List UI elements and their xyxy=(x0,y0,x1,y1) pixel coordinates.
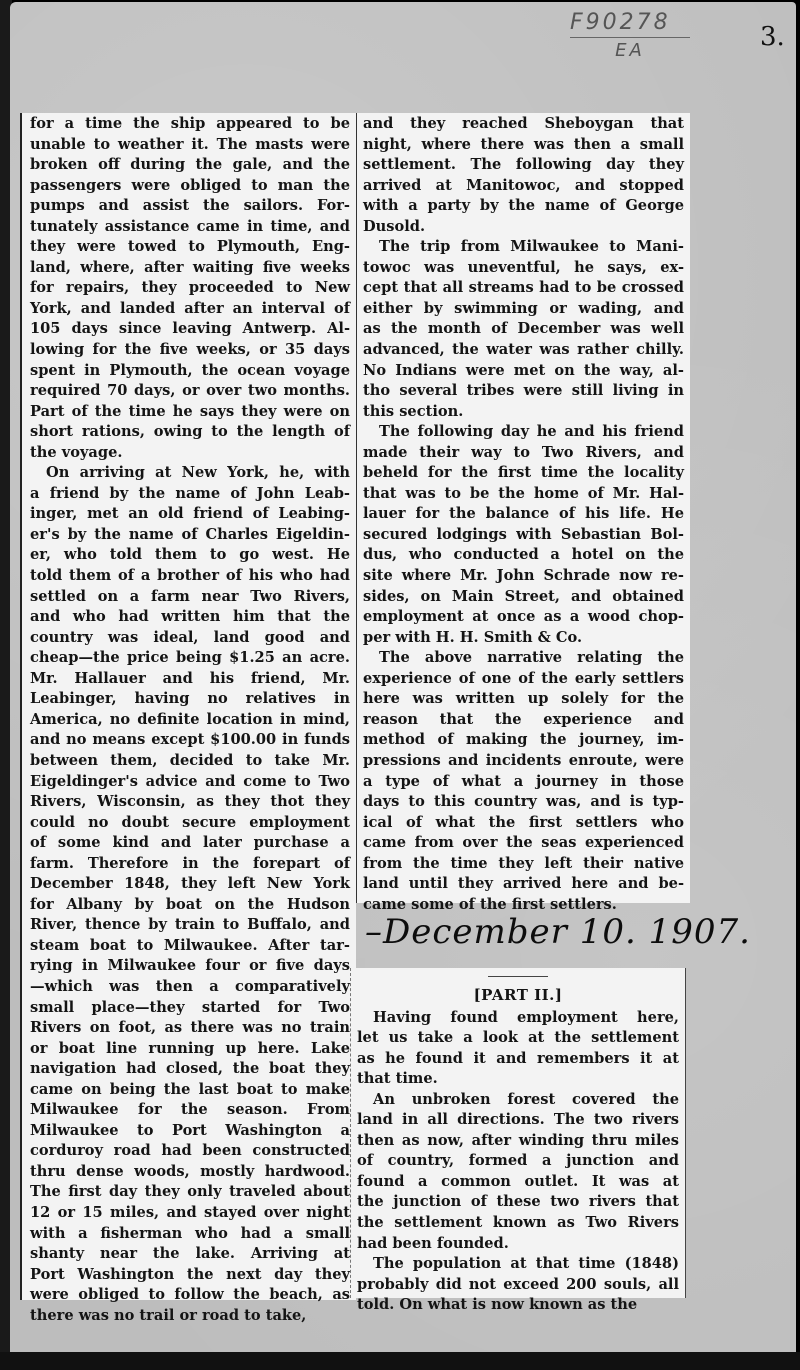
text-line: December 1848, they left New York xyxy=(30,875,350,893)
text-line: Milwaukee for the season. From xyxy=(30,1101,350,1119)
text-line: the junction of these two rivers that xyxy=(357,1193,679,1211)
text-line: The following day he and his friend xyxy=(379,423,684,441)
text-line: broken off during the gale, and the xyxy=(30,156,350,174)
text-line: either by swimming or wading, and xyxy=(363,299,684,317)
text-line: York, and landed after an interval of xyxy=(30,299,350,317)
text-line: a type of what a journey in those xyxy=(363,772,684,790)
text-line: tho several tribes were still living in xyxy=(363,382,684,400)
text-line: Mr. Hallauer and his friend, Mr. xyxy=(30,669,350,687)
text-line: employment at once as a wood chop- xyxy=(363,608,684,626)
paragraph xyxy=(363,422,684,648)
text-line: with a party by the name of George xyxy=(363,197,684,215)
text-line: navigation had closed, the boat they xyxy=(30,1060,350,1078)
paragraph xyxy=(357,1090,679,1254)
text-line: shanty near the lake. Arriving at xyxy=(30,1245,350,1263)
text-line: were obliged to follow the beach, as xyxy=(30,1286,350,1304)
text-line: thru dense woods, mostly hardwood. xyxy=(30,1162,350,1180)
text-line: passengers were obliged to man the xyxy=(30,176,350,194)
text-line: experience of one of the early settlers xyxy=(363,669,684,687)
text-line: and no means except $100.00 in funds xyxy=(30,731,350,749)
text-line: could no doubt secure employment xyxy=(30,813,350,831)
text-line: between them, decided to take Mr. xyxy=(30,751,350,769)
text-line: as the month of December was well xyxy=(363,320,684,338)
text-line: unable to weather it. The masts were xyxy=(30,135,350,153)
text-line: ical of what the first settlers who xyxy=(363,813,684,831)
text-line: land, where, after waiting five weeks xyxy=(30,258,350,276)
text-line: probably did not exceed 200 souls, all xyxy=(357,1275,679,1293)
text-line: or boat line running up here. Lake xyxy=(30,1039,350,1057)
clipping-right-column-top xyxy=(356,113,690,913)
paragraph xyxy=(363,237,684,422)
text-line: country was ideal, land good and xyxy=(30,628,350,646)
text-line: that time. xyxy=(357,1070,438,1088)
text-line: arrived at Manitowoc, and stopped xyxy=(363,176,684,194)
catalog-number: F90278 xyxy=(570,10,690,38)
text-line: pressions and incidents enroute, were xyxy=(363,751,684,769)
text-line: An unbroken forest covered the xyxy=(373,1090,679,1108)
text-line: inger, met an old friend of Leabing- xyxy=(30,505,350,523)
paragraph xyxy=(357,1008,679,1090)
text-line: told. On what is now known as the xyxy=(357,1296,638,1314)
text-line: The population at that time (1848) xyxy=(373,1255,679,1273)
text-line: sides, on Main Street, and obtained xyxy=(363,587,684,605)
section-heading: [PART II.] xyxy=(473,986,563,1004)
text-line: they were towed to Plymouth, Eng- xyxy=(30,238,350,256)
text-line: made their way to Two Rivers, and xyxy=(363,443,684,461)
text-line: River, thence by train to Buffalo, and xyxy=(30,916,350,934)
text-line: spent in Plymouth, the ocean voyage xyxy=(30,361,350,379)
text-line: for Albany by boat on the Hudson xyxy=(30,895,350,913)
paragraph xyxy=(30,114,350,463)
text-line: er's by the name of Charles Eigeldin- xyxy=(30,525,350,543)
paragraph xyxy=(363,114,684,237)
text-line: settlement. The following day they xyxy=(363,156,684,174)
text-line: came from over the seas experienced xyxy=(363,834,684,852)
text-line: and they reached Sheboygan that xyxy=(363,115,684,132)
text-line: 12 or 15 miles, and stayed over night xyxy=(30,1203,350,1221)
text-line: rying in Milwaukee four or five days xyxy=(30,957,350,975)
text-line: Having found employment here, xyxy=(373,1008,679,1026)
text-line: there was no trail or road to take, xyxy=(30,1306,307,1324)
text-line: came on being the last boat to make xyxy=(30,1080,350,1098)
text-line: for a time the ship appeared to be xyxy=(30,115,350,132)
handwritten-date: –December 10. 1907. xyxy=(365,912,751,952)
text-line: Rivers, Wisconsin, as they thot they xyxy=(30,793,350,811)
catalog-initials: EA xyxy=(615,40,645,61)
text-line: site where Mr. John Schrade now re- xyxy=(363,567,684,585)
text-line: from the time they left their native xyxy=(363,854,684,872)
text-line: required 70 days, or over two months. xyxy=(30,382,350,400)
text-line: Milwaukee to Port Washington a xyxy=(30,1121,350,1139)
page-number: 3. xyxy=(760,22,785,52)
text-line: America, no definite location in mind, xyxy=(30,710,350,728)
text-line: a friend by the name of John Leab- xyxy=(30,484,350,502)
text-line: Eigeldinger's advice and come to Two xyxy=(30,772,350,790)
text-line: Port Washington the next day they xyxy=(30,1265,350,1283)
text-line: this section. xyxy=(363,402,464,420)
text-line: Leabinger, having no relatives in xyxy=(30,690,350,708)
text-line: beheld for the first time the locality xyxy=(363,464,684,482)
text-line: reason that the experience and xyxy=(363,710,684,728)
text-line: short rations, owing to the length of xyxy=(30,423,350,441)
text-line: The trip from Milwaukee to Mani- xyxy=(379,238,684,256)
text-line: steam boat to Milwaukee. After tar- xyxy=(30,936,350,954)
text-line: let us take a look at the settlement xyxy=(357,1029,679,1047)
text-line: as he found it and remembers it at xyxy=(357,1049,679,1067)
text-line: the settlement known as Two Rivers xyxy=(357,1214,679,1232)
text-line: No Indians were met on the way, al- xyxy=(363,361,684,379)
text-line: that was to be the home of Mr. Hal- xyxy=(363,484,684,502)
text-line: small place—they started for Two xyxy=(30,998,350,1016)
text-line: —which was then a comparatively xyxy=(30,977,350,995)
text-line: told them of a brother of his who had xyxy=(30,567,350,585)
text-line: advanced, the water was rather chilly. xyxy=(363,341,684,359)
text-line: came some of the first settlers. xyxy=(363,895,617,913)
section-divider xyxy=(488,976,548,977)
text-line: The above narrative relating the xyxy=(379,649,684,667)
text-line: per with H. H. Smith & Co. xyxy=(363,628,583,646)
text-line: had been founded. xyxy=(357,1234,509,1252)
text-line: here was written up solely for the xyxy=(363,690,684,708)
text-line: land until they arrived here and be- xyxy=(363,875,684,893)
text-line: the voyage. xyxy=(30,443,123,461)
text-line: land in all directions. The two rivers xyxy=(357,1111,679,1129)
text-line: tunately assistance came in time, and xyxy=(30,217,350,235)
text-line: night, where there was then a small xyxy=(363,135,684,153)
text-line: days to this country was, and is typ- xyxy=(363,793,684,811)
text-line: Part of the time he says they were on xyxy=(30,402,350,420)
text-line: of some kind and later purchase a xyxy=(30,834,350,852)
text-line: dus, who conducted a hotel on the xyxy=(363,546,684,564)
text-line: secured lodgings with Sebastian Bol- xyxy=(363,525,684,543)
text-line: for repairs, they proceeded to New xyxy=(30,279,350,297)
text-line: Dusold. xyxy=(363,217,426,235)
paragraph xyxy=(357,1254,679,1316)
text-line: pumps and assist the sailors. For- xyxy=(30,197,350,215)
text-line: cept that all streams had to be crossed xyxy=(363,279,684,297)
text-line: lauer for the balance of his life. He xyxy=(363,505,684,523)
text-line: found a common outlet. It was at xyxy=(357,1172,679,1190)
text-line: Rivers on foot, as there was no train xyxy=(30,1019,350,1037)
text-line: towoc was uneventful, he says, ex- xyxy=(363,258,684,276)
text-line: On arriving at New York, he, with xyxy=(46,464,350,482)
text-line: method of making the journey, im- xyxy=(363,731,684,749)
text-line: then as now, after winding thru miles xyxy=(357,1131,679,1149)
text-line: of country, formed a junction and xyxy=(357,1152,679,1170)
text-line: corduroy road had been constructed xyxy=(30,1142,350,1160)
text-line: with a fisherman who had a small xyxy=(30,1224,350,1242)
paragraph xyxy=(30,463,350,1326)
paragraph xyxy=(363,648,684,915)
text-line: er, who told them to go west. He xyxy=(30,546,350,564)
text-line: cheap—the price being $1.25 an acre. xyxy=(30,649,350,667)
text-line: farm. Therefore in the forepart of xyxy=(30,854,350,872)
catalog-annotation xyxy=(570,10,690,61)
text-line: and who had written him that the xyxy=(30,608,350,626)
clipping-left-column xyxy=(20,113,356,1324)
text-line: 105 days since leaving Antwerp. Al- xyxy=(30,320,350,338)
scan-edge-bottom xyxy=(0,1352,800,1370)
text-line: settled on a farm near Two Rivers, xyxy=(30,587,350,605)
text-line: lowing for the five weeks, or 35 days xyxy=(30,341,350,359)
clipping-right-column-bottom xyxy=(350,968,686,1314)
text-line: The first day they only traveled about xyxy=(30,1183,350,1201)
